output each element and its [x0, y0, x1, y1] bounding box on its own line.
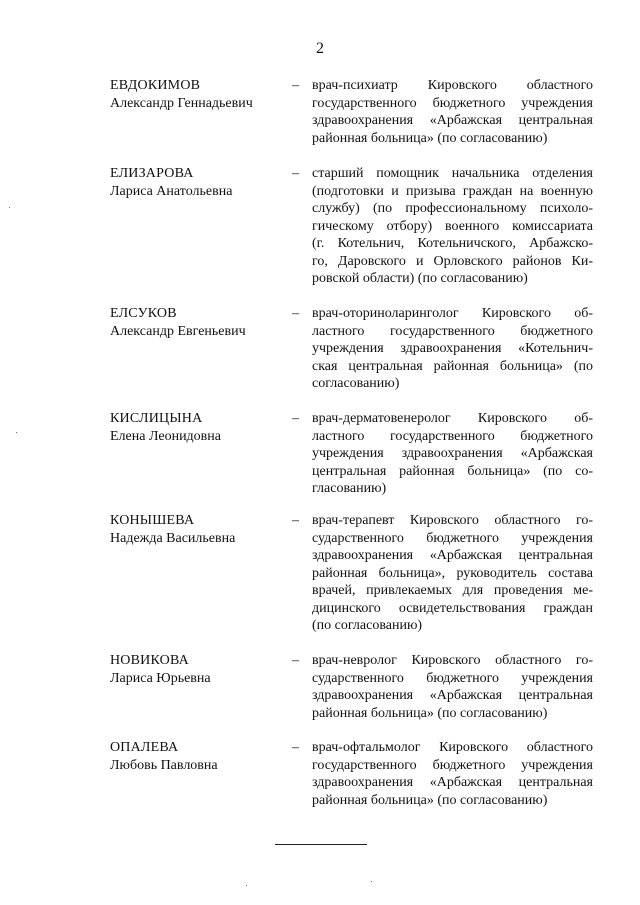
member-given-names: Любовь Павловна: [110, 757, 218, 773]
position-line: гласованию): [312, 481, 387, 496]
position-line: (подготовки и призыва граждан на военную: [312, 183, 593, 199]
position-line: (по согласованию): [312, 618, 423, 633]
entry-dash: –: [292, 740, 299, 755]
entry-dash: –: [292, 653, 299, 668]
position-line: ластного государственного бюджетного: [312, 323, 593, 339]
position-line: гическому отбору) военного комиссариата: [312, 218, 593, 234]
position-line: государственного бюджетного учреждения: [312, 95, 593, 111]
position-line: центральная районная больница» (по со-: [312, 463, 593, 479]
position-line: службу) (по профессиональному психоло-: [312, 201, 593, 216]
member-given-names: Александр Геннадьевич: [110, 95, 253, 111]
entry-dash: –: [292, 166, 299, 181]
position-line: учреждения здравоохранения «Котельнич-: [312, 341, 593, 356]
member-surname: КИСЛИЦЫНА: [110, 411, 203, 426]
member-position: [312, 77, 593, 147]
member-name: [110, 77, 290, 112]
position-line: дицинского освидетельствования граждан: [312, 600, 593, 616]
member-given-names: Лариса Анатольевна: [110, 183, 233, 199]
member-surname: КОНЫШЕВА: [110, 513, 195, 528]
scan-speck: [9, 207, 10, 208]
position-line: районная больница» (по согласованию): [312, 705, 548, 721]
member-position: [312, 512, 593, 635]
member-surname: ОПАЛЕВА: [110, 740, 179, 755]
position-line: районная больница» (по согласованию): [312, 130, 548, 146]
position-line: врач-невролог Кировского областного го-: [312, 653, 593, 668]
member-surname: ЕЛИЗАРОВА: [110, 166, 194, 181]
member-position: [312, 305, 593, 393]
entry-dash: –: [292, 306, 299, 321]
position-line: ская центральная районная больница» (по: [312, 358, 593, 374]
member-position: [312, 739, 593, 809]
position-line: врач-оториноларинголог Кировского об-: [312, 306, 593, 321]
position-line: врач-офтальмолог Кировского областного: [312, 740, 593, 755]
position-line: здравоохранения «Арбажская центральная: [312, 688, 593, 703]
position-line: учреждения здравоохранения «Арбажская: [312, 446, 593, 461]
position-line: врачей, привлекаемых для проведения ме-: [312, 583, 593, 598]
scan-speck: [246, 885, 247, 886]
position-line: (г. Котельнич, Котельничского, Арбажско-: [312, 236, 593, 251]
member-position: [312, 165, 593, 288]
position-line: согласованию): [312, 376, 400, 391]
position-line: врач-терапевт Кировского областного го-: [312, 513, 593, 528]
member-position: [312, 652, 593, 722]
member-surname: ЕЛСУКОВ: [110, 306, 177, 321]
member-given-names: Александр Евгеньевич: [110, 323, 246, 339]
position-line: го, Даровского и Орловского районов Ки-: [312, 253, 593, 269]
member-given-names: Надежда Васильевна: [110, 530, 236, 546]
position-line: ровской области) (по согласованию): [312, 271, 528, 286]
position-line: районная больница» (по согласованию): [312, 792, 548, 808]
entry-dash: –: [292, 411, 299, 426]
entry-dash: –: [292, 513, 299, 528]
member-name: [110, 410, 290, 445]
position-line: сударственного бюджетного учреждения: [312, 530, 593, 546]
position-line: государственного бюджетного учреждения: [312, 757, 593, 773]
member-surname: НОВИКОВА: [110, 653, 189, 668]
position-line: здравоохранения «Арбажская центральная: [312, 548, 593, 563]
member-name: [110, 652, 290, 687]
position-line: врач-психиатр Кировского областного: [312, 78, 593, 93]
member-name: [110, 739, 290, 774]
position-line: ластного государственного бюджетного: [312, 428, 593, 444]
position-line: врач-дерматовенеролог Кировского об-: [312, 411, 593, 426]
position-line: старший помощник начальника отделения: [312, 166, 593, 181]
closing-rule: [275, 844, 367, 845]
page-number: 2: [316, 40, 324, 57]
member-name: [110, 512, 290, 547]
member-given-names: Елена Леонидовна: [110, 428, 221, 444]
position-line: сударственного бюджетного учреждения: [312, 670, 593, 686]
scan-speck: [16, 432, 17, 433]
member-surname: ЕВДОКИМОВ: [110, 78, 201, 93]
position-line: районная больница», руководитель состава: [312, 565, 593, 581]
member-position: [312, 410, 593, 498]
member-given-names: Лариса Юрьевна: [110, 670, 211, 686]
member-name: [110, 305, 290, 340]
member-name: [110, 165, 290, 200]
position-line: здравоохранения «Арбажская центральная: [312, 113, 593, 128]
scan-speck: [371, 881, 372, 882]
entry-dash: –: [292, 78, 299, 93]
position-line: здравоохранения «Арбажская центральная: [312, 775, 593, 790]
